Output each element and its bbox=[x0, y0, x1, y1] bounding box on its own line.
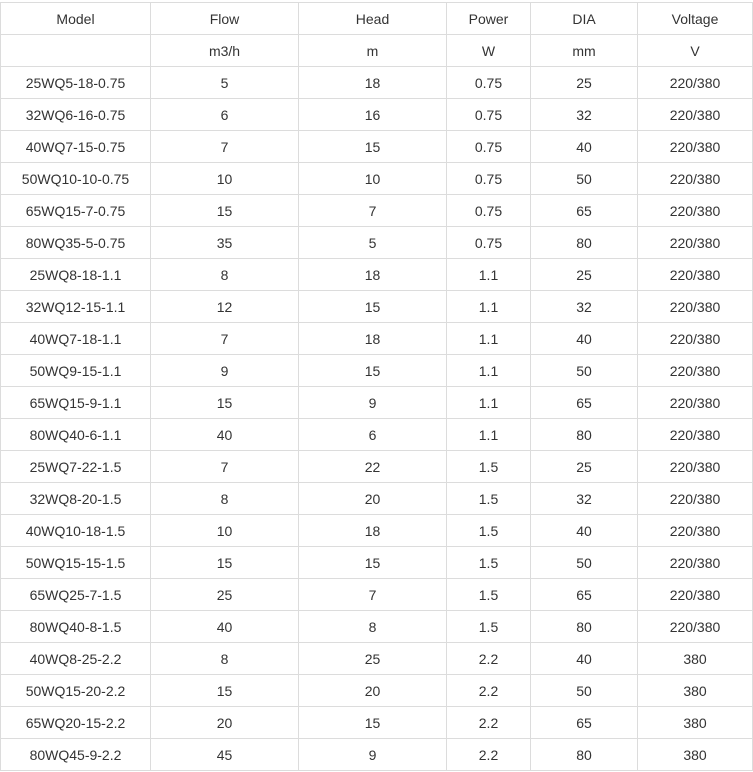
cell-flow: 45 bbox=[151, 739, 299, 771]
table-row bbox=[1, 291, 753, 323]
cell-model: 32WQ6-16-0.75 bbox=[1, 99, 151, 131]
cell-voltage: 220/380 bbox=[638, 99, 753, 131]
cell-flow: 10 bbox=[151, 515, 299, 547]
cell-dia: 50 bbox=[531, 355, 638, 387]
table-row bbox=[1, 547, 753, 579]
cell-flow: 15 bbox=[151, 387, 299, 419]
cell-power: 0.75 bbox=[447, 163, 531, 195]
cell-power: 1.5 bbox=[447, 483, 531, 515]
cell-dia: 25 bbox=[531, 67, 638, 99]
cell-voltage: 220/380 bbox=[638, 419, 753, 451]
cell-dia: 80 bbox=[531, 611, 638, 643]
cell-power: 1.1 bbox=[447, 419, 531, 451]
cell-dia: 50 bbox=[531, 547, 638, 579]
cell-voltage: 380 bbox=[638, 739, 753, 771]
cell-flow: 40 bbox=[151, 419, 299, 451]
cell-voltage: 220/380 bbox=[638, 131, 753, 163]
cell-dia: 32 bbox=[531, 99, 638, 131]
cell-dia: 25 bbox=[531, 451, 638, 483]
cell-model: 32WQ8-20-1.5 bbox=[1, 483, 151, 515]
cell-model: 80WQ40-6-1.1 bbox=[1, 419, 151, 451]
cell-dia: 80 bbox=[531, 419, 638, 451]
cell-voltage: 220/380 bbox=[638, 515, 753, 547]
cell-flow: 15 bbox=[151, 675, 299, 707]
cell-dia: 40 bbox=[531, 515, 638, 547]
cell-dia: 32 bbox=[531, 291, 638, 323]
cell-voltage: 220/380 bbox=[638, 323, 753, 355]
table-row bbox=[1, 227, 753, 259]
cell-power: 1.5 bbox=[447, 579, 531, 611]
cell-power: 0.75 bbox=[447, 67, 531, 99]
header-row bbox=[1, 3, 753, 35]
cell-power: 0.75 bbox=[447, 99, 531, 131]
cell-head: 6 bbox=[299, 419, 447, 451]
cell-power: 1.1 bbox=[447, 259, 531, 291]
cell-dia: 80 bbox=[531, 227, 638, 259]
cell-model: 80WQ40-8-1.5 bbox=[1, 611, 151, 643]
cell-power: 0.75 bbox=[447, 195, 531, 227]
cell-model: 40WQ7-18-1.1 bbox=[1, 323, 151, 355]
table-row bbox=[1, 259, 753, 291]
cell-model: 25WQ5-18-0.75 bbox=[1, 67, 151, 99]
cell-head: 18 bbox=[299, 323, 447, 355]
cell-flow: 8 bbox=[151, 483, 299, 515]
cell-head: 20 bbox=[299, 675, 447, 707]
cell-voltage: 220/380 bbox=[638, 195, 753, 227]
table-row bbox=[1, 611, 753, 643]
table-row bbox=[1, 99, 753, 131]
cell-voltage: 220/380 bbox=[638, 451, 753, 483]
cell-voltage: 220/380 bbox=[638, 259, 753, 291]
cell-flow: 25 bbox=[151, 579, 299, 611]
header-cell-model: Model bbox=[1, 3, 151, 35]
unit-cell-head: m bbox=[299, 35, 447, 67]
cell-head: 25 bbox=[299, 643, 447, 675]
cell-head: 9 bbox=[299, 387, 447, 419]
cell-head: 18 bbox=[299, 259, 447, 291]
cell-power: 1.1 bbox=[447, 291, 531, 323]
cell-head: 18 bbox=[299, 67, 447, 99]
cell-head: 18 bbox=[299, 515, 447, 547]
cell-dia: 50 bbox=[531, 163, 638, 195]
cell-power: 1.5 bbox=[447, 611, 531, 643]
cell-head: 5 bbox=[299, 227, 447, 259]
cell-dia: 80 bbox=[531, 739, 638, 771]
table-row bbox=[1, 163, 753, 195]
pump-spec-table bbox=[0, 2, 753, 771]
unit-cell-dia: mm bbox=[531, 35, 638, 67]
table-row bbox=[1, 451, 753, 483]
cell-power: 2.2 bbox=[447, 707, 531, 739]
cell-flow: 7 bbox=[151, 451, 299, 483]
cell-voltage: 380 bbox=[638, 675, 753, 707]
cell-head: 8 bbox=[299, 611, 447, 643]
cell-model: 65WQ25-7-1.5 bbox=[1, 579, 151, 611]
cell-flow: 9 bbox=[151, 355, 299, 387]
cell-dia: 50 bbox=[531, 675, 638, 707]
cell-head: 15 bbox=[299, 131, 447, 163]
cell-dia: 65 bbox=[531, 707, 638, 739]
table-row bbox=[1, 707, 753, 739]
cell-model: 25WQ7-22-1.5 bbox=[1, 451, 151, 483]
cell-flow: 6 bbox=[151, 99, 299, 131]
cell-model: 50WQ10-10-0.75 bbox=[1, 163, 151, 195]
cell-flow: 8 bbox=[151, 259, 299, 291]
cell-dia: 65 bbox=[531, 579, 638, 611]
table-row bbox=[1, 515, 753, 547]
unit-cell-power: W bbox=[447, 35, 531, 67]
cell-head: 15 bbox=[299, 547, 447, 579]
cell-model: 40WQ10-18-1.5 bbox=[1, 515, 151, 547]
cell-model: 50WQ15-15-1.5 bbox=[1, 547, 151, 579]
cell-head: 15 bbox=[299, 707, 447, 739]
table-row bbox=[1, 131, 753, 163]
unit-cell-voltage: V bbox=[638, 35, 753, 67]
table-body bbox=[1, 3, 753, 771]
cell-dia: 25 bbox=[531, 259, 638, 291]
cell-voltage: 220/380 bbox=[638, 291, 753, 323]
table-row bbox=[1, 67, 753, 99]
cell-voltage: 220/380 bbox=[638, 227, 753, 259]
cell-power: 1.1 bbox=[447, 323, 531, 355]
cell-head: 16 bbox=[299, 99, 447, 131]
units-row bbox=[1, 35, 753, 67]
cell-voltage: 220/380 bbox=[638, 355, 753, 387]
cell-model: 50WQ9-15-1.1 bbox=[1, 355, 151, 387]
cell-voltage: 220/380 bbox=[638, 387, 753, 419]
cell-voltage: 380 bbox=[638, 643, 753, 675]
cell-power: 2.2 bbox=[447, 643, 531, 675]
cell-voltage: 220/380 bbox=[638, 67, 753, 99]
cell-model: 40WQ8-25-2.2 bbox=[1, 643, 151, 675]
cell-flow: 7 bbox=[151, 323, 299, 355]
cell-model: 32WQ12-15-1.1 bbox=[1, 291, 151, 323]
cell-voltage: 220/380 bbox=[638, 579, 753, 611]
cell-flow: 20 bbox=[151, 707, 299, 739]
header-cell-dia: DIA bbox=[531, 3, 638, 35]
cell-model: 65WQ15-7-0.75 bbox=[1, 195, 151, 227]
cell-power: 2.2 bbox=[447, 739, 531, 771]
table-row bbox=[1, 739, 753, 771]
cell-model: 80WQ45-9-2.2 bbox=[1, 739, 151, 771]
cell-dia: 65 bbox=[531, 387, 638, 419]
cell-head: 7 bbox=[299, 195, 447, 227]
cell-flow: 15 bbox=[151, 547, 299, 579]
cell-flow: 35 bbox=[151, 227, 299, 259]
unit-cell-model bbox=[1, 35, 151, 67]
table-row bbox=[1, 323, 753, 355]
cell-model: 80WQ35-5-0.75 bbox=[1, 227, 151, 259]
cell-model: 40WQ7-15-0.75 bbox=[1, 131, 151, 163]
cell-power: 2.2 bbox=[447, 675, 531, 707]
header-cell-flow: Flow bbox=[151, 3, 299, 35]
cell-power: 1.1 bbox=[447, 387, 531, 419]
cell-voltage: 220/380 bbox=[638, 611, 753, 643]
table-row bbox=[1, 195, 753, 227]
cell-head: 20 bbox=[299, 483, 447, 515]
cell-head: 9 bbox=[299, 739, 447, 771]
cell-voltage: 220/380 bbox=[638, 483, 753, 515]
cell-model: 65WQ20-15-2.2 bbox=[1, 707, 151, 739]
header-cell-voltage: Voltage bbox=[638, 3, 753, 35]
cell-model: 25WQ8-18-1.1 bbox=[1, 259, 151, 291]
cell-power: 1.5 bbox=[447, 451, 531, 483]
cell-flow: 40 bbox=[151, 611, 299, 643]
table-row bbox=[1, 355, 753, 387]
cell-flow: 7 bbox=[151, 131, 299, 163]
table-row bbox=[1, 483, 753, 515]
cell-power: 1.5 bbox=[447, 547, 531, 579]
cell-flow: 8 bbox=[151, 643, 299, 675]
cell-head: 7 bbox=[299, 579, 447, 611]
cell-voltage: 220/380 bbox=[638, 547, 753, 579]
table-row bbox=[1, 387, 753, 419]
table-row bbox=[1, 643, 753, 675]
cell-flow: 12 bbox=[151, 291, 299, 323]
cell-head: 22 bbox=[299, 451, 447, 483]
header-cell-power: Power bbox=[447, 3, 531, 35]
table-row bbox=[1, 419, 753, 451]
cell-model: 50WQ15-20-2.2 bbox=[1, 675, 151, 707]
cell-flow: 10 bbox=[151, 163, 299, 195]
cell-flow: 5 bbox=[151, 67, 299, 99]
cell-dia: 65 bbox=[531, 195, 638, 227]
unit-cell-flow: m3/h bbox=[151, 35, 299, 67]
cell-model: 65WQ15-9-1.1 bbox=[1, 387, 151, 419]
table-row bbox=[1, 675, 753, 707]
cell-dia: 40 bbox=[531, 323, 638, 355]
cell-dia: 40 bbox=[531, 131, 638, 163]
cell-head: 10 bbox=[299, 163, 447, 195]
cell-voltage: 380 bbox=[638, 707, 753, 739]
cell-power: 1.1 bbox=[447, 355, 531, 387]
header-cell-head: Head bbox=[299, 3, 447, 35]
cell-power: 0.75 bbox=[447, 131, 531, 163]
cell-dia: 32 bbox=[531, 483, 638, 515]
cell-flow: 15 bbox=[151, 195, 299, 227]
cell-power: 0.75 bbox=[447, 227, 531, 259]
table-row bbox=[1, 579, 753, 611]
cell-head: 15 bbox=[299, 291, 447, 323]
cell-power: 1.5 bbox=[447, 515, 531, 547]
cell-dia: 40 bbox=[531, 643, 638, 675]
cell-head: 15 bbox=[299, 355, 447, 387]
cell-voltage: 220/380 bbox=[638, 163, 753, 195]
